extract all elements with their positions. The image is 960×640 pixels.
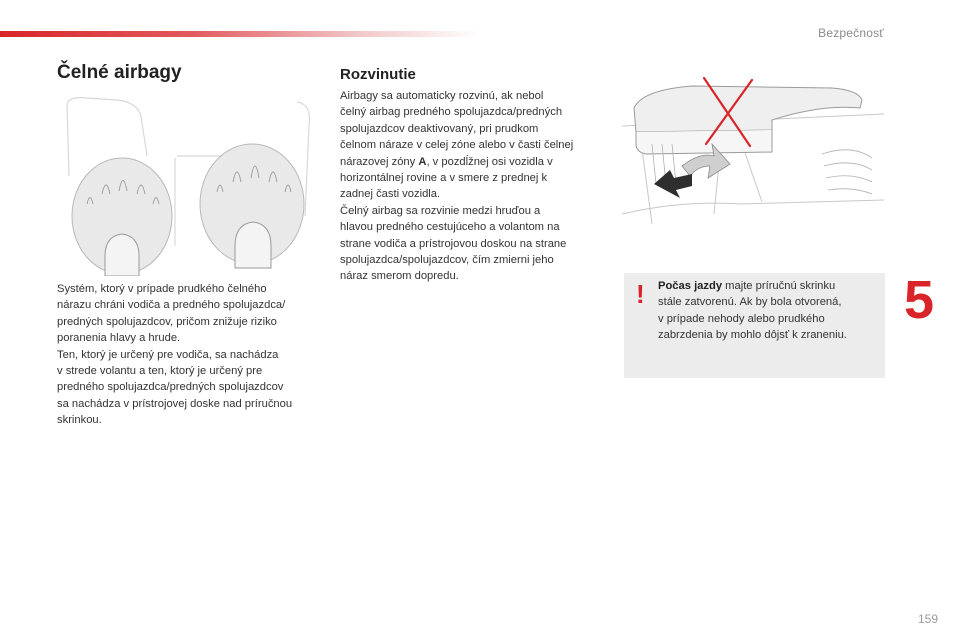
warning-lead: Počas jazdy — [658, 280, 723, 292]
airbag-illustration — [57, 96, 319, 276]
section-heading-deployment: Rozvinutie — [340, 66, 416, 83]
deployment-text — [340, 88, 610, 285]
deployment-paragraph-1 — [340, 88, 610, 203]
warning-body: majte príručnú skrinku stále zatvorenú. Ak by bola otvorená, v prípade nehody alebo prudkého zabrzdenia by mohlo dôjsť k zraneniu. — [658, 280, 847, 342]
deployment-text-a: Airbagy sa automaticky rozvinú, ak nebol čelný airbag predného spolujazdca/predných spolujazdcov deaktivovaný, pri prudkom čelnom náraze v celej zóne alebo v časti čelnej nárazovej zóny — [340, 90, 574, 168]
zone-label: A — [418, 155, 427, 168]
glovebox-illustration — [622, 74, 884, 244]
warning-box — [624, 273, 885, 378]
header-accent-bar — [0, 31, 480, 37]
deployment-paragraph-2: Čelný airbag sa rozvinie medzi hruďou a hlavou predného cestujúceho a volantom na strane vodiča a prístrojovou doskou na strane spolujazdca/spolujazdcov, čím zmierni jeho náraz smerom dopredu. — [340, 204, 567, 283]
page-number: 159 — [917, 612, 938, 626]
chapter-number: 5 — [904, 270, 935, 330]
warning-icon: ! — [636, 279, 645, 309]
page-title: Čelné airbagy — [57, 62, 182, 83]
intro-paragraph: Systém, ktorý v prípade prudkého čelného nárazu chráni vodiča a predného spolujazdca/ predných spolujazdcov, pričom znižuje riziko poranenia hlavy a hrude. Ten, ktorý je určený pre vodiča, sa nachádza v strede volantu a ten, ktorý je určený pre predného spolujazdca/predných spolujazdcov sa nachádza v prístrojovej doske nad príručnou skrinkou. — [57, 283, 293, 427]
intro-text — [57, 281, 327, 429]
deployment-text-b: , v pozdĺžnej osi vozidla v horizontálnej rovine a v smere z prednej k zadnej časti vozidla. — [340, 155, 553, 201]
section-title: Bezpečnosť — [818, 26, 884, 40]
warning-text — [658, 278, 878, 344]
